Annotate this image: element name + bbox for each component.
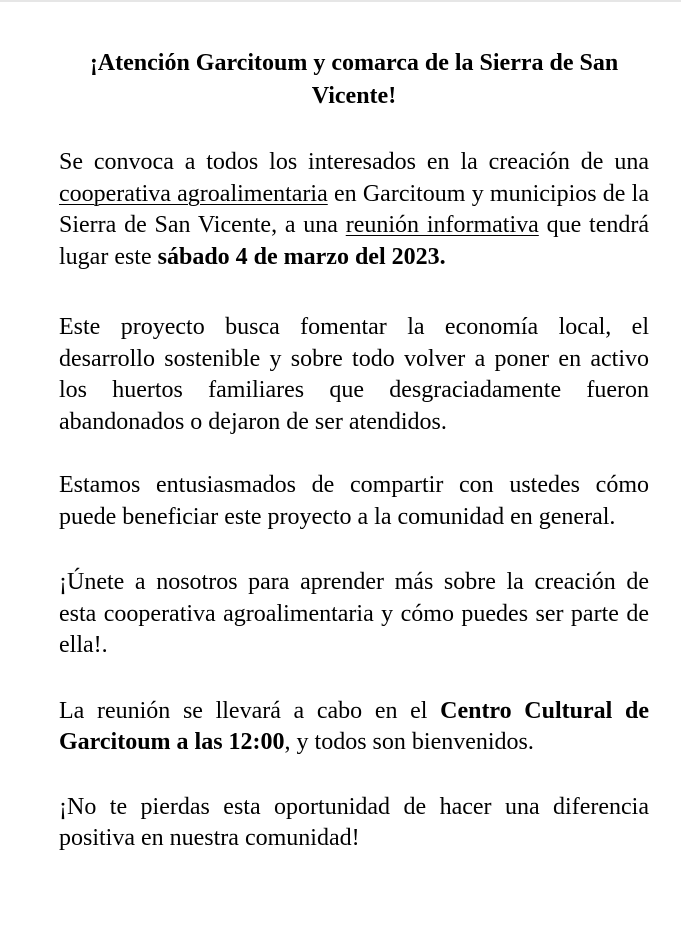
location-text-1: La reunión se llevará a cabo en el	[59, 697, 441, 724]
paragraph-enthusiasm: Estamos entusiasmados de compartir con ustedes cómo puede beneficiar este proyecto a la comunidad en general.	[59, 472, 649, 530]
top-divider	[0, 0, 681, 2]
announcement-title: ¡Atención Garcitoum y comarca de la Sierra de San Vicente!	[89, 50, 619, 109]
meeting-underlined: reunión informativa	[345, 212, 539, 238]
cooperative-underlined: cooperativa agroalimentaria	[59, 180, 328, 207]
paragraph-closing: ¡No te pierdas esta oportunidad de hacer una diferencia positiva en nuestra comunidad!	[59, 793, 649, 851]
paragraph-join-us: ¡Únete a nosotros para aprender más sobre la creación de esta cooperativa agroalimentaria y cómo puedes ser parte de ella!.	[59, 569, 649, 658]
announcement-document	[59, 47, 649, 855]
paragraph-convocation	[59, 147, 649, 273]
convocation-text-3: que tendrá lugar este	[59, 212, 649, 270]
paragraph-location	[59, 696, 649, 759]
convocation-text-1: Se convoca a todos los interesados en la creación de una	[59, 149, 649, 175]
convocation-text-2: en Garcitoum y municipios de la Sierra de San Vicente, a una	[59, 180, 649, 238]
paragraph-project-goals: Este proyecto busca fomentar la economía local, el desarrollo sostenible y sobre todo volver a poner en activo los huertos familiares que desgraciadamente fueron abandonados o dejaron de ser atendidos.	[59, 314, 649, 435]
location-bold: Centro Cultural de Garcitoum a las 12:00	[59, 697, 649, 755]
location-text-2: , y todos son bienvenidos.	[284, 729, 534, 755]
meeting-date-bold: sábado 4 de marzo del 2023.	[157, 243, 446, 270]
